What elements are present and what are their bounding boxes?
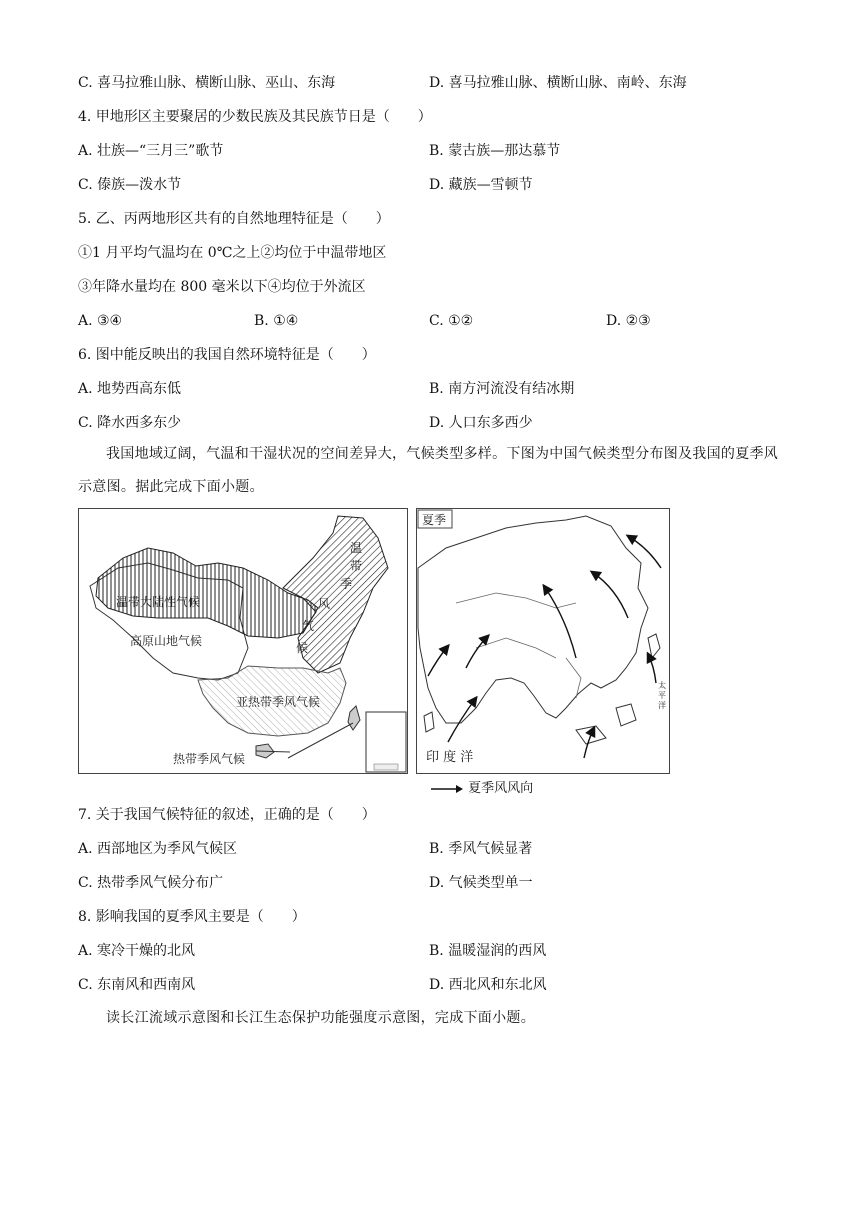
q6-option-d: D. 人口东多西少	[429, 415, 533, 431]
q5-option-b: B. ①④	[254, 313, 299, 329]
q5-option-a: A. ③④	[78, 313, 123, 329]
q6-option-c: C. 降水西多东少	[78, 415, 182, 431]
summer-monsoon-map	[416, 508, 670, 774]
legend-label: 夏季风风向	[468, 781, 534, 796]
label-temperate-monsoon-6: 候	[296, 641, 309, 655]
q8-stem: 8. 影响我国的夏季风主要是（ ）	[78, 909, 306, 925]
season-tag: 夏季	[422, 513, 447, 527]
label-pacific-2: 平	[658, 691, 666, 700]
q5-option-c: C. ①②	[429, 313, 474, 329]
label-temperate-continental: 温带大陆性气候	[116, 595, 201, 609]
label-tropical: 热带季风气候	[173, 752, 246, 766]
label-plateau: 高原山地气候	[130, 634, 203, 648]
q6-option-a: A. 地势西高东低	[78, 381, 182, 397]
climate-type-map	[78, 508, 408, 774]
label-temperate-monsoon-4: 风	[318, 597, 331, 611]
climate-map-svg	[78, 508, 408, 774]
q4-option-d: D. 藏族—雪顿节	[429, 177, 533, 193]
label-subtropical: 亚热带季风气候	[236, 695, 321, 709]
q4-stem: 4. 甲地形区主要聚居的少数民族及其民族节日是（ ）	[78, 109, 432, 125]
q8-option-a: A. 寒冷干燥的北风	[78, 943, 196, 959]
q6-stem: 6. 图中能反映出的我国自然环境特征是（ ）	[78, 347, 376, 363]
q5-statement-1: ①1 月平均气温均在 0℃之上②均位于中温带地区	[78, 245, 387, 261]
q8-option-b: B. 温暖湿润的西风	[429, 943, 547, 959]
q3-option-c: C. 喜马拉雅山脉、横断山脉、巫山、东海	[78, 75, 336, 91]
q7-stem: 7. 关于我国气候特征的叙述，正确的是（ ）	[78, 807, 376, 823]
q4-option-c: C. 傣族—泼水节	[78, 177, 182, 193]
intro-yangtze-paragraph: 读长江流域示意图和长江生态保护功能强度示意图，完成下面小题。	[106, 1010, 535, 1026]
q3-option-d: D. 喜马拉雅山脉、横断山脉、南岭、东海	[429, 75, 687, 91]
monsoon-map-svg	[416, 508, 670, 774]
monsoon-legend	[430, 777, 533, 796]
q5-option-d: D. ②③	[606, 313, 651, 329]
label-pacific-1: 太	[658, 681, 666, 690]
q7-option-a: A. 西部地区为季风气候区	[78, 841, 238, 857]
label-temperate-monsoon-5: 气	[302, 619, 315, 633]
q8-option-c: C. 东南风和西南风	[78, 977, 196, 993]
q5-statement-2: ③年降水量均在 800 毫米以下④均位于外流区	[78, 279, 366, 295]
label-pacific-3: 洋	[658, 701, 666, 710]
label-temperate-monsoon-2: 带	[350, 559, 363, 573]
q4-option-a: A. 壮族—“三月三”歌节	[78, 143, 224, 159]
legend-arrow-icon	[430, 784, 464, 794]
label-temperate-monsoon-1: 温	[350, 541, 363, 555]
q5-stem: 5. 乙、丙两地形区共有的自然地理特征是（ ）	[78, 211, 390, 227]
q7-option-c: C. 热带季风气候分布广	[78, 875, 224, 891]
q4-option-b: B. 蒙古族—那达慕节	[429, 143, 561, 159]
q7-option-b: B. 季风气候显著	[429, 841, 533, 857]
label-temperate-monsoon-3: 季	[340, 577, 353, 591]
q6-option-b: B. 南方河流没有结冰期	[429, 381, 575, 397]
label-indian-ocean: 印 度 洋	[426, 750, 474, 765]
q8-option-d: D. 西北风和东北风	[429, 977, 547, 993]
south-china-sea-inset	[366, 712, 406, 772]
intro-climate-paragraph: 我国地域辽阔，气温和干湿状况的空间差异大，气候类型多样。下图为中国气候类型分布图及我国的夏季风示意图。据此完成下面小题。	[78, 446, 779, 495]
q7-option-d: D. 气候类型单一	[429, 875, 533, 891]
